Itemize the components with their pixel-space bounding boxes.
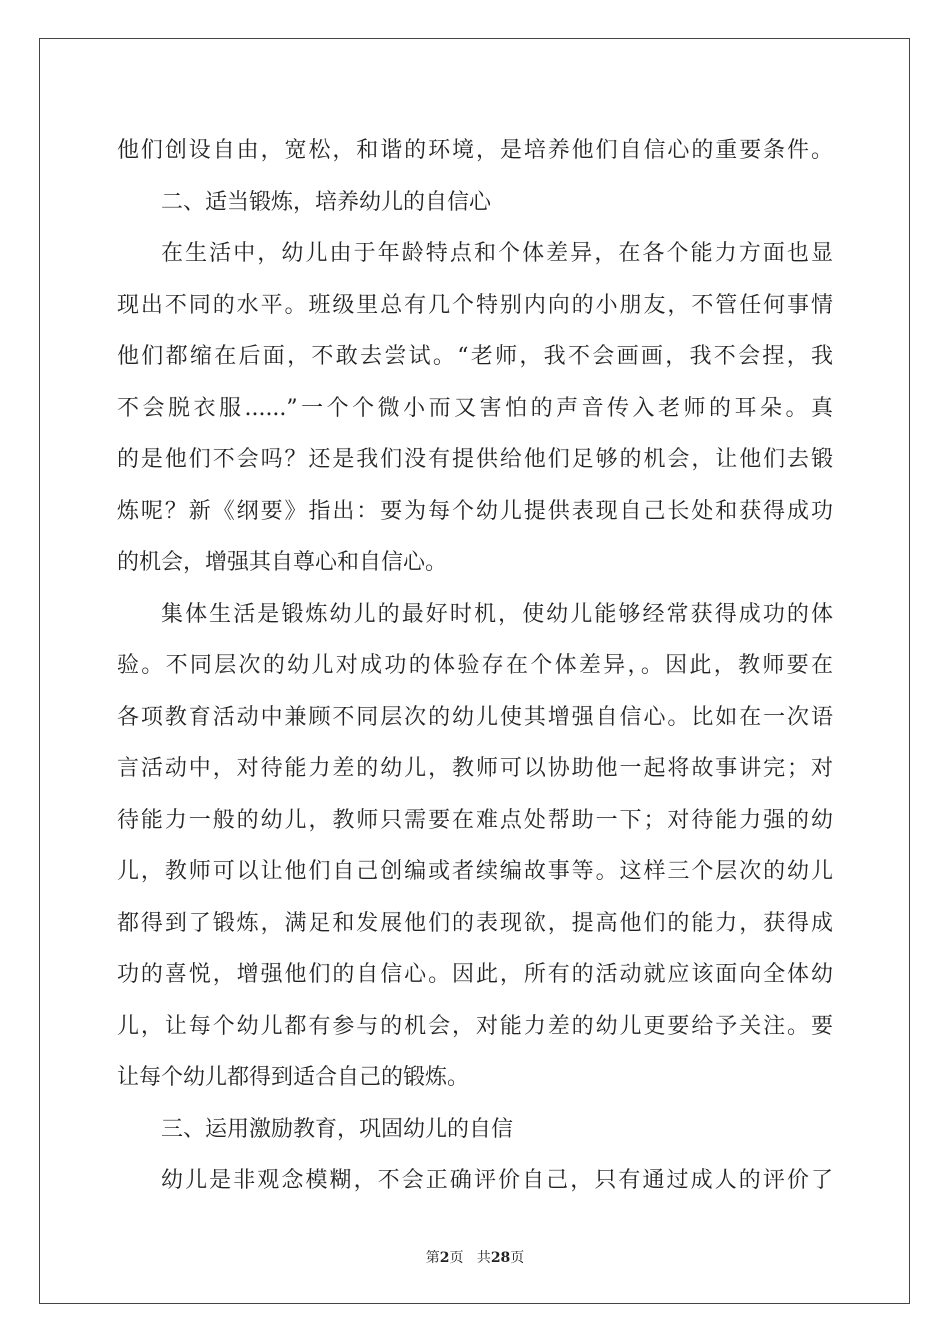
document-body [117,125,833,1207]
text-line: 言活动中，对待能力差的幼儿，教师可以协助他一起将故事讲完；对 [117,756,833,781]
text-line: 的是他们不会吗？还是我们没有提供给他们足够的机会，让他们去锻 [117,447,833,472]
text-line: 儿，教师可以让他们自己创编或者续编故事等。这样三个层次的幼儿 [117,859,833,884]
text-line: 各项教育活动中兼顾不同层次的幼儿使其增强自信心。比如在一次语 [117,704,833,730]
text-line: 幼儿是非观念模糊，不会正确评价自己，只有通过成人的评价了 [161,1168,833,1193]
section-heading: 二、适当锻炼，培养幼儿的自信心 [161,189,492,215]
text-line: 集体生活是锻炼幼儿的最好时机，使幼儿能够经常获得成功的体 [161,601,833,627]
text-line: 让每个幼儿都得到适合自己的锻炼。 [117,1065,470,1090]
text-line: 待能力一般的幼儿，教师只需要在难点处帮助一下；对待能力强的幼 [117,807,833,833]
text-line: 炼呢？新《纲要》指出：要为每个幼儿提供表现自己长处和获得成功 [117,498,833,524]
text-line: 在生活中，幼儿由于年龄特点和个体差异，在各个能力方面也显 [161,241,833,266]
text-line: 不会脱衣服......”一个个微小而又害怕的声音传入老师的耳朵。真 [117,395,833,421]
text-line: 都得到了锻炼，满足和发展他们的表现欲，提高他们的能力，获得成 [117,910,833,936]
text-line: 他们创设自由，宽松，和谐的环境，是培养他们自信心的重要条件。 [117,138,833,163]
footer-total-prefix: 共 [476,1250,491,1266]
text-line: 的机会，增强其自尊心和自信心。 [117,550,448,575]
text-line: 儿，让每个幼儿都有参与的机会，对能力差的幼儿更要给予关注。要 [117,1013,833,1039]
text-line: 验。不同层次的幼儿对成功的体验存在个体差异，。因此，教师要在 [117,653,833,678]
footer-prefix: 第 [425,1250,440,1266]
text-line: 现出不同的水平。班级里总有几个特别内向的小朋友，不管任何事情 [117,292,833,318]
section-heading: 三、运用激励教育，巩固幼儿的自信 [161,1116,514,1142]
total-pages-number: 28 [490,1250,511,1266]
text-line: 他们都缩在后面，不敢去尝试。“老师，我不会画画，我不会捏，我 [117,344,833,369]
page-footer [0,1247,950,1267]
footer-page-suffix: 页 [449,1250,464,1266]
text-line: 功的喜悦，增强他们的自信心。因此，所有的活动就应该面向全体幼 [117,962,833,987]
current-page-number: 2 [439,1250,450,1266]
footer-total-suffix: 页 [510,1250,525,1266]
